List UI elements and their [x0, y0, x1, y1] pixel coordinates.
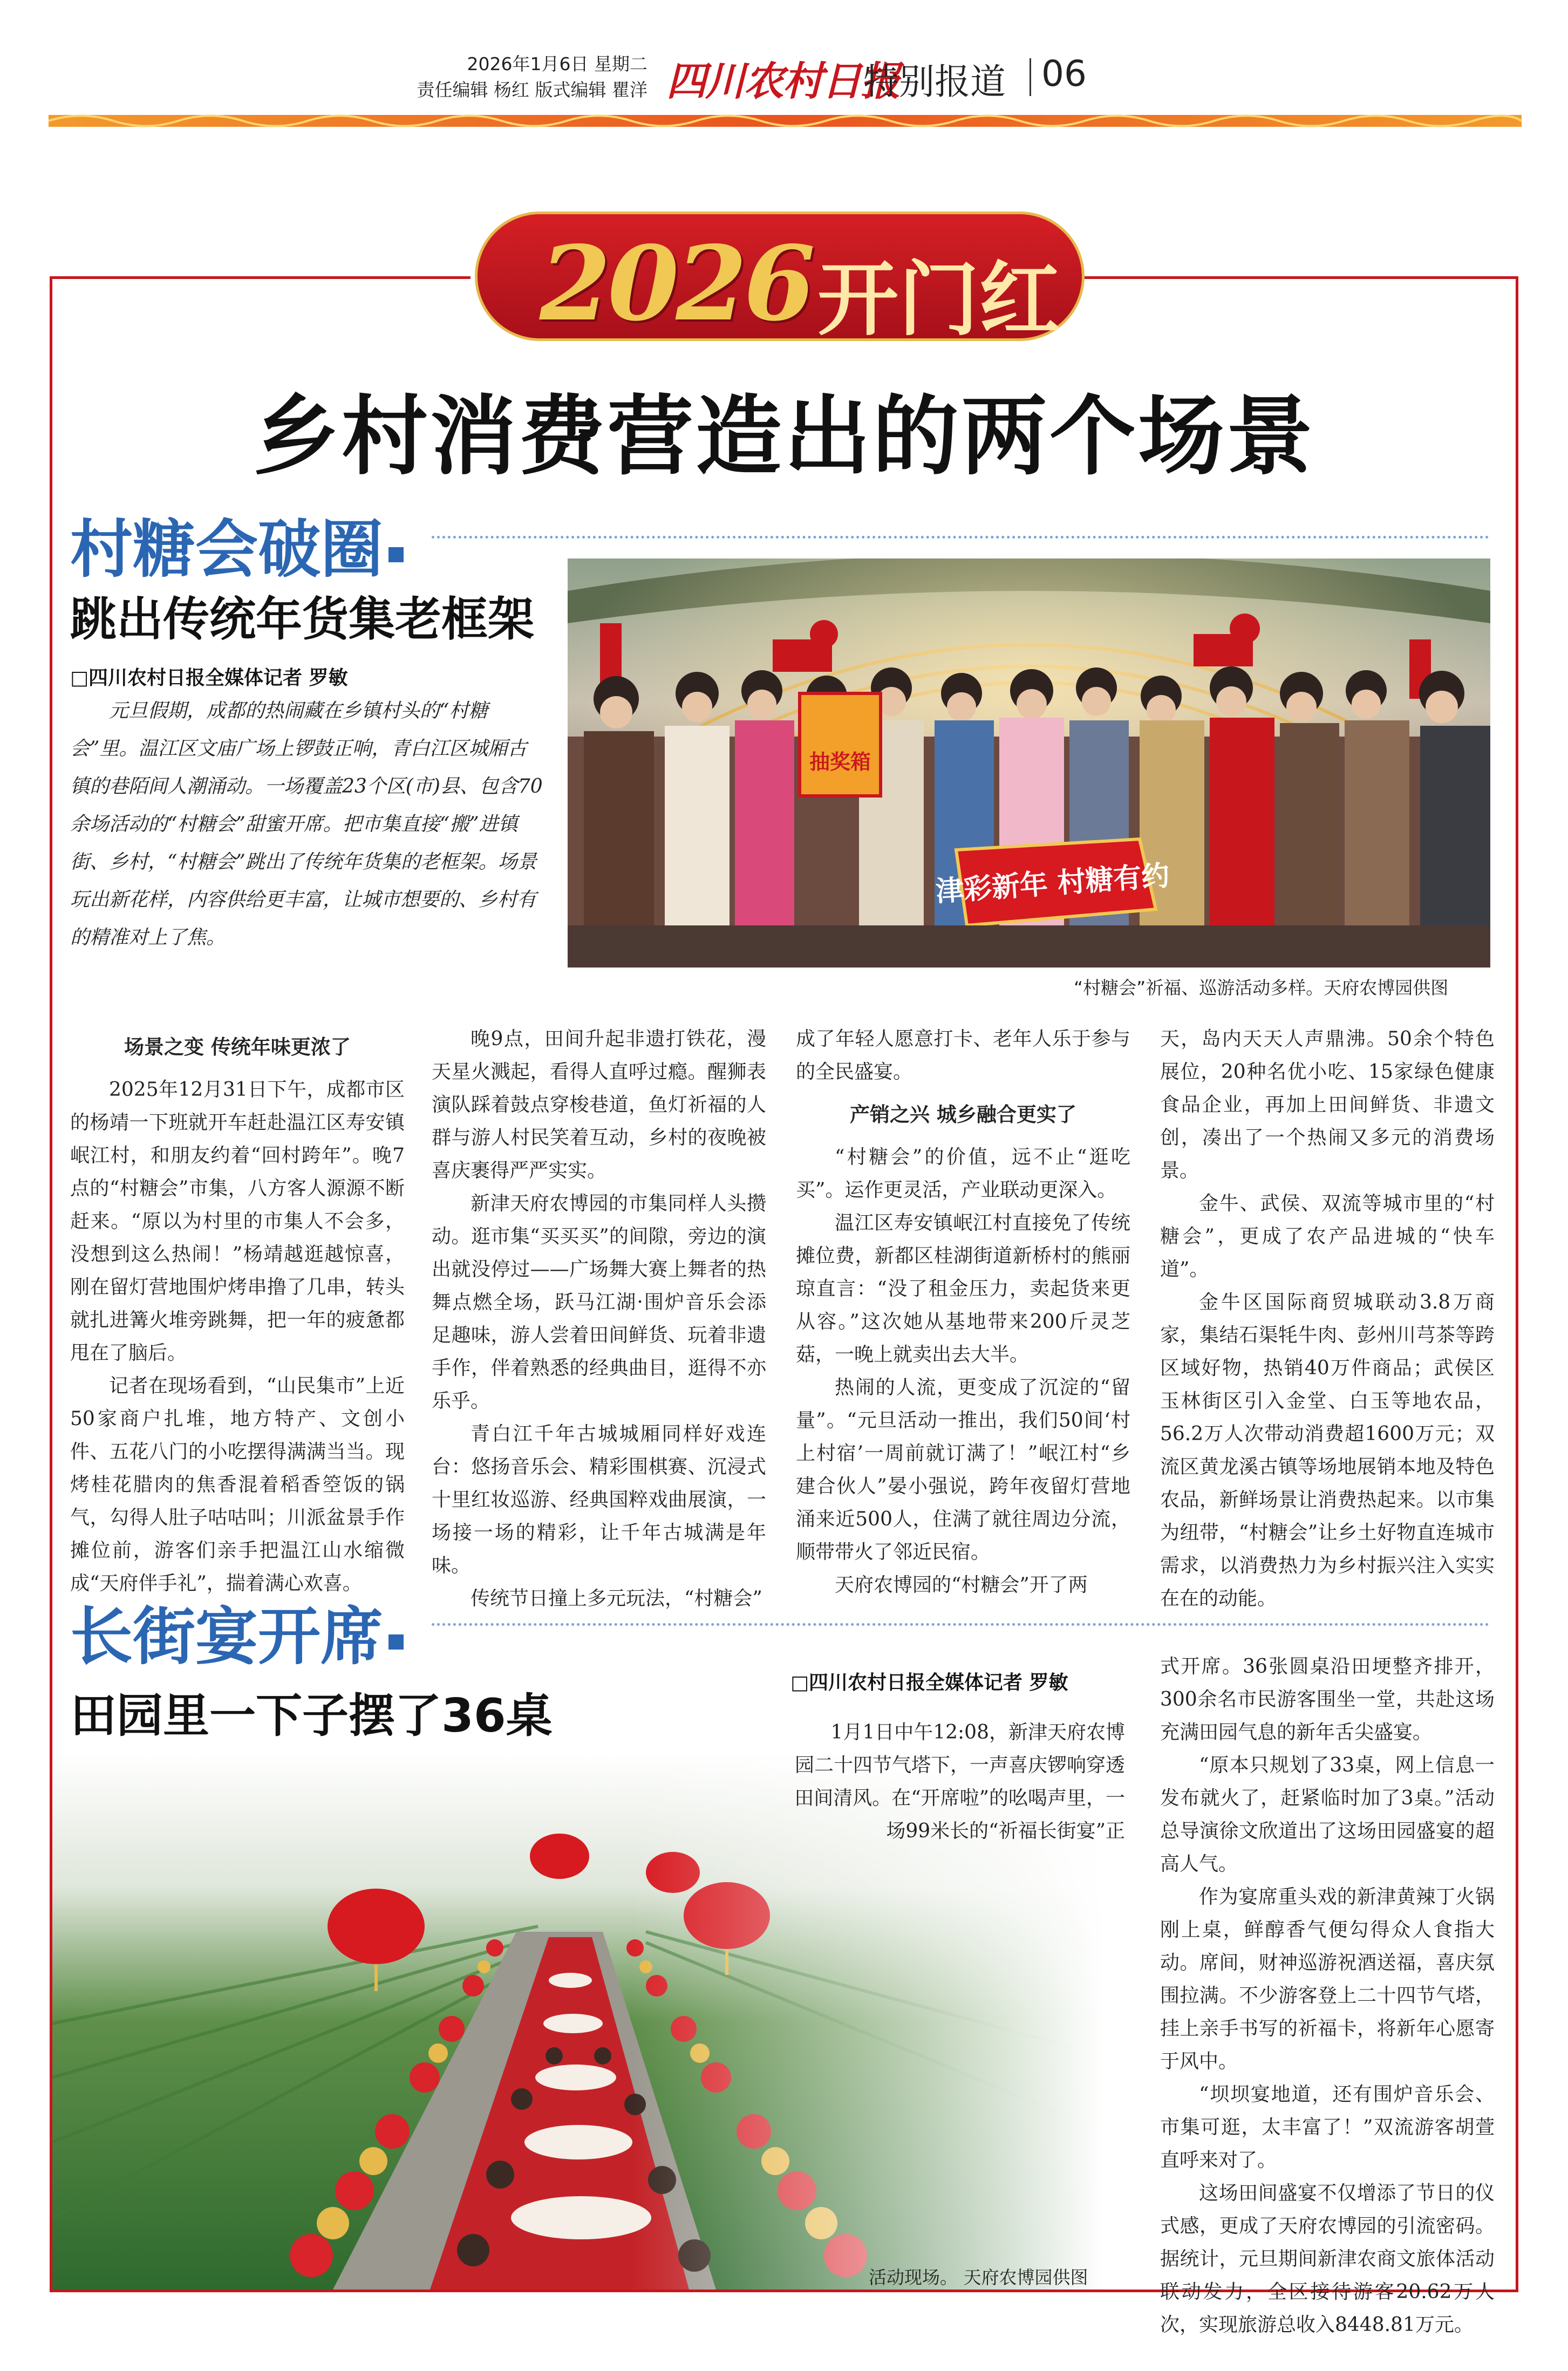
- story1-col2-para2: 新津天府农博园的市集同样人头攒动。逛市集“买买买”的间隙，旁边的演出就没停过——广场舞大赛上舞者的热舞点燃全场，跃马江湖·围炉音乐会添足趣味，游人尝着田间鲜货、玩着非遗手作，伴着熟悉的经典曲目，逛得不亦乐乎。: [432, 1193, 766, 1412]
- editor-credits: 责任编辑 杨红 版式编辑 瞿洋: [417, 79, 647, 100]
- story1-dotted-rule: [432, 536, 1489, 539]
- paper-logo: 四川农村日报: [666, 58, 899, 105]
- story1-column-1: [70, 1031, 405, 1600]
- story1-subhead-sales: 产销之兴 城乡融合更实了: [850, 1103, 1076, 1126]
- story1-photo: [568, 558, 1490, 968]
- story2-col2-para1: 式开席。36张圆桌沿田埂整齐排开，300余名市民游客围坐一堂，共赴这场充满田园气息的新年舌尖盛宴。: [1160, 1655, 1495, 1743]
- page-number: 06: [1041, 53, 1087, 94]
- story1-photo-caption: “村糖会”祈福、巡游活动多样。天府农博园供图: [1074, 977, 1449, 998]
- event-board-text: 津彩新年 村糖有约: [935, 859, 1171, 909]
- market-crowd-photo: [568, 558, 1490, 968]
- story1-col3-para3: 温江区寿安镇岷江村直接免了传统摊位费，新都区桂湖街道新桥村的熊丽琼直言：“没了租金压力，卖起货来更从容。”这次她从基地带来200斤灵芝菇，一晚上就卖出去大半。: [796, 1212, 1130, 1366]
- page-headline: 乡村消费营造出的两个场景: [253, 386, 1315, 487]
- story2-col2-para5: 这场田间盛宴不仅增添了节日的仪式感，更成了天府农博园的引流密码。据统计，元旦期间新津农商文旅体活动联动发力，全区接待游客20.62万人次，实现旅游总收入8448.81万元。: [1160, 2182, 1495, 2336]
- masthead-info: [394, 51, 647, 103]
- story2-col2-para4: “坝坝宴地道，还有围炉音乐会、市集可逛，太丰富了！”双流游客胡萱直呼来对了。: [1160, 2083, 1495, 2171]
- story1-lead: 元旦假期，成都的热闹藏在乡镇村头的“村糖会”里。温江区文庙广场上锣鼓正响，青白江区城厢古镇的巷陌间人潮涌动。一场覆盖23个区(市)县、包含70余场活动的“村糖会”甜蜜开席。把市集直接“搬”进镇街、乡村，“村糖会”跳出了传统年货集的老框架。场景玩出新花样，内容供给更丰富，让城市想要的、乡村有的精准对上了焦。: [70, 700, 543, 949]
- story2-photo-caption: 活动现场。 天府农博园供图: [869, 2267, 1088, 2288]
- square-bullet-icon: [388, 547, 404, 562]
- story1-col2-para3: 青白江千年古城城厢同样好戏连台：悠扬音乐会、精彩围棋赛、沉浸式十里红妆巡游、经典国粹戏曲展演，一场接一场的精彩，让千年古城满是年味。: [432, 1423, 766, 1577]
- banner-year: 2026: [540, 223, 812, 344]
- story1-col1-para2: 记者在现场看到，“山民集市”上近50家商户扎堆，地方特产、文创小件、五花八门的小吃摆得满满当当。现烤桂花腊肉的焦香混着稻香箜饭的锅气，勾得人肚子咕咕叫；川派盆景手作摊位前，游客们亲手把温江山水缩微成“天府伴手礼”，揣着满心欢喜。: [70, 1375, 405, 1595]
- story1-column-3: [796, 1023, 1130, 1602]
- story1-title: [70, 499, 404, 589]
- story1-col1-para1: 2025年12月31日下午，成都市区的杨靖一下班就开车赶赴温江区寿安镇岷江村，和朋友约着“回村跨年”。晚7点的“村糖会”市集，八方客人源源不断赶来。“原以为村里的市集人不会多，没想到这么热闹！”杨靖越逛越惊喜，刚在留灯营地围炉烤串撸了几串，转头就扎进篝火堆旁跳舞，把一年的疲惫都甩在了脑后。: [70, 1079, 405, 1364]
- story1-col3-para1: 成了年轻人愿意打卡、老年人乐于参与的全民盛宴。: [796, 1028, 1130, 1083]
- story1-col2-para1: 晚9点，田间升起非遗打铁花，漫天星火溅起，看得人直呼过瘾。醒狮表演队踩着鼓点穿梭巷道，鱼灯祈福的人群与游人村民笑着互动，乡村的夜晚被喜庆裹得严严实实。: [432, 1028, 766, 1182]
- event-board: [935, 839, 1170, 925]
- masthead: [0, 0, 1568, 135]
- story1-col3-para4: 热闹的人流，更变成了沉淀的“留量”。“元旦活动一推出，我们50间‘村上村宿’一周前就订满了！”岷江村“乡建合伙人”晏小强说，跨年夜留灯营地涌来近500人，住满了就往周边分流，顺带带火了邻近民宿。: [796, 1377, 1130, 1563]
- story2-col2-para3: 作为宴席重头戏的新津黄辣丁火锅刚上桌，鲜醇香气便勾得众人食指大动。席间，财神巡游祝酒送福，喜庆氛围拉满。不少游客登上二十四节气塔，挂上亲手书写的祈福卡，将新年心愿寄于风中。: [1160, 1886, 1495, 2073]
- lottery-box: [800, 693, 881, 796]
- new-year-banner: [475, 212, 1085, 347]
- lottery-box-label: 抽奖箱: [809, 750, 871, 774]
- story2-column-1: [790, 1716, 1125, 1848]
- square-bullet-icon: [388, 1634, 404, 1650]
- story1-col4-para3: 金牛区国际商贸城联动3.8万商家，集结石渠牦牛肉、彭州川芎茶等跨区域好物，热销40万件商品；武侯区玉林街区引入金堂、白玉等地农品，56.2万人次带动消费超1600万元；双流区黄龙溪古镇等场地展销本地及特色农品，新鲜场景让消费热起来。以市集为纽带，“村糖会”让乡土好物直连城市需求，以消费热力为乡村振兴注入实实在在的动能。: [1160, 1291, 1495, 1610]
- story2-col1-para1: 1月1日中午12:08，新津天府农博园二十四节气塔下，一声喜庆锣响穿透田间清风。在“开席啦”的吆喝声里，一场99米长的“祈福长街宴”正: [794, 1721, 1125, 1842]
- banner-text: 开门红: [817, 252, 1061, 347]
- masthead-divider: [1030, 58, 1031, 96]
- story2-dotted-rule: [432, 1623, 1489, 1626]
- story1-byline: □四川农村日报全媒体记者 罗敏: [70, 667, 348, 689]
- story2-column-2: [1160, 1650, 1495, 2341]
- story2-subtitle: 田园里一下子摆了36桌: [70, 1689, 553, 1743]
- story1-col4-para1: 天，岛内天天人声鼎沸。50余个特色展位，20种名优小吃、15家绿色健康食品企业，再加上田间鲜货、非遗文创，凑出了一个热闹又多元的消费场景。: [1160, 1028, 1495, 1182]
- story1-subhead-scene: 场景之变 传统年味更浓了: [124, 1035, 351, 1059]
- issue-date: 2026年1月6日 星期二: [467, 53, 647, 74]
- story1-col3-para5: 天府农博园的“村糖会”开了两: [835, 1574, 1088, 1596]
- story1-col3-para2: “村糖会”的价值，远不止“逛吃买”。运作更灵活，产业联动更深入。: [796, 1146, 1130, 1201]
- story1-col4-para2: 金牛、武侯、双流等城市里的“村糖会”，更成了农产品进城的“快车道”。: [1160, 1193, 1495, 1280]
- section-name: 特别报道: [863, 61, 1006, 103]
- decorative-band: [49, 111, 1522, 131]
- frame-top-left: [50, 276, 471, 279]
- story2-title: [70, 1586, 404, 1677]
- story1-subtitle: 跳出传统年货集老框架: [70, 592, 534, 646]
- story2-byline: □四川农村日报全媒体记者 罗敏: [790, 1672, 1068, 1694]
- story1-column-4: [1160, 1023, 1495, 1615]
- story2-title-text: 长街宴开席: [70, 1600, 383, 1673]
- frame-top-right: [1085, 276, 1518, 279]
- story1-col2-para4: 传统节日撞上多元玩法，“村糖会”: [471, 1588, 762, 1610]
- story1-column-2: [432, 1023, 766, 1615]
- story2-col2-para2: “原本只规划了33桌，网上信息一发布就火了，赶紧临时加了3桌。”活动总导演徐文欣道出了这场田园盛宴的超高人气。: [1160, 1754, 1495, 1875]
- story1-title-text: 村糖会破圈: [70, 513, 383, 586]
